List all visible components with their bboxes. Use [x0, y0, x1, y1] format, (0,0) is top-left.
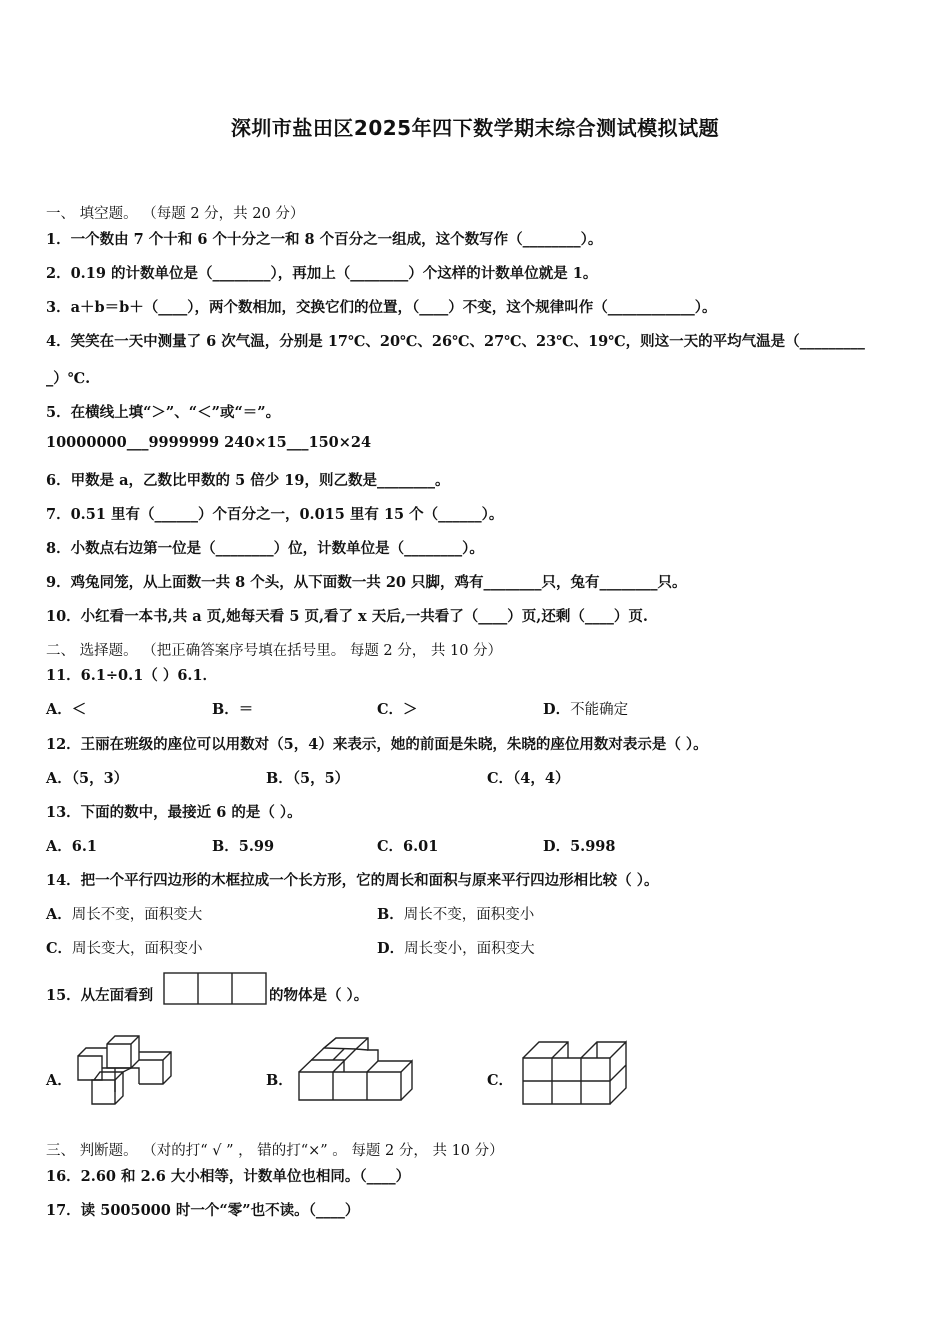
- q14-option-c-text: 周长变大，面积变小: [72, 941, 203, 957]
- q11-option-d-text: 不能确定: [570, 702, 629, 718]
- question-11: 11．6.1÷0.1（ ）6.1．: [46, 667, 218, 684]
- q15-option-c-figure: [520, 1040, 630, 1106]
- q13-option-a: A．6.1: [46, 838, 97, 855]
- q15-option-a-figure: [76, 1030, 176, 1106]
- question-6: 6．甲数是 a，乙数比甲数的 5 倍少 19，则乙数是________。: [46, 472, 450, 489]
- q15-option-a: A．: [46, 1072, 72, 1089]
- question-5: 5．在横线上填“＞”、“＜”或“＝”。: [46, 404, 281, 421]
- question-4-continued: _）℃.: [46, 370, 91, 387]
- q15-stem-post: 的物体是（ ）。: [269, 987, 369, 1004]
- question-7: 7．0.51 里有（______）个百分之一，0.015 里有 15 个（______）。: [46, 506, 504, 523]
- q11-option-d: [543, 698, 628, 719]
- question-4: 4．笑笑在一天中测量了 6 次气温，分别是 17℃、20℃、26℃、27℃、23℃、19℃，则这一天的平均气温是（_________: [46, 333, 865, 350]
- question-5-items: 10000000___9999999 240×15___150×24: [46, 434, 372, 451]
- page-title: 深圳市盐田区2025年四下数学期末综合测试模拟试题: [230, 116, 720, 140]
- q14-option-a: [46, 903, 202, 924]
- q14-option-b-text: 周长不变，面积变小: [403, 907, 535, 923]
- q14-option-d-label: D．: [377, 940, 405, 957]
- question-12: 12．王丽在班级的座位可以用数对（5，4）来表示，她的前面是朱晓，朱晓的座位用数对表示是（ ）。: [46, 736, 708, 753]
- q13-option-d: D．5.998: [543, 838, 616, 855]
- question-14: 14．把一个平行四边形的木框拉成一个长方形，它的周长和面积与原来平行四边形相比较（ ）。: [46, 872, 659, 889]
- q11-option-a: A．＜: [46, 701, 87, 718]
- q14-option-b: [377, 903, 534, 924]
- section1-header: 一、 填空题。 （每题 2 分，共 20 分）: [46, 206, 305, 222]
- question-13: 13．下面的数中，最接近 6 的是（ ）。: [46, 804, 302, 821]
- question-8: 8．小数点右边第一位是（________）位，计数单位是（________）。: [46, 540, 484, 557]
- q13-option-c: C．6.01: [377, 838, 439, 855]
- q15-option-b-figure: [296, 1036, 416, 1104]
- q11-option-d-label: D．: [543, 701, 571, 718]
- question-10: 10．小红看一本书,共 a 页,她每天看 5 页,看了 x 天后,一共看了（____）页,还剩（____）页.: [46, 608, 648, 625]
- q14-option-c-label: C．: [46, 940, 73, 957]
- question-2: 2．0.19 的计数单位是（________），再加上（________）个这样的计数单位就是 1。: [46, 265, 598, 282]
- question-16: 16．2.60 和 2.6 大小相等，计数单位也相同。（____）: [46, 1168, 411, 1185]
- q11-option-c: C．＞: [377, 701, 418, 718]
- q14-option-b-label: B．: [377, 906, 404, 923]
- q11-option-b: B．＝: [212, 701, 254, 718]
- q14-option-d-text: 周长变小，面积变大: [404, 941, 535, 957]
- q14-option-a-label: A．: [46, 906, 72, 923]
- q14-option-a-text: 周长不变，面积变大: [71, 907, 203, 923]
- q12-option-c: C．（4，4）: [487, 770, 570, 787]
- question-17: 17．读 5005000 时一个“零”也不读。（____）: [46, 1202, 360, 1219]
- q12-option-a: A．（5，3）: [46, 770, 129, 787]
- q12-option-b: B．（5，5）: [266, 770, 350, 787]
- q14-option-c: [46, 937, 203, 958]
- q15-option-b: B．: [266, 1072, 293, 1089]
- q15-option-c: C．: [487, 1072, 514, 1089]
- question-1: 1．一个数由 7 个十和 6 个十分之一和 8 个百分之一组成，这个数写作（________）。: [46, 231, 603, 248]
- q15-left-view-figure: [163, 972, 267, 1006]
- q14-option-d: [377, 937, 535, 958]
- q15-stem-pre: 15．从左面看到: [46, 987, 154, 1004]
- question-3: 3．a＋b＝b＋（____），两个数相加，交换它们的位置，（____）不变，这个规律叫作（____________）。: [46, 299, 717, 316]
- question-9: 9．鸡兔同笼，从上面数一共 8 个头，从下面数一共 20 只脚，鸡有________只，兔有________只。: [46, 574, 687, 591]
- section3-header: 三、 判断题。 （对的打“ √ ” ， 错的打“×” 。 每题 2 分， 共 10 分）: [46, 1143, 504, 1159]
- question-15: [46, 984, 153, 1005]
- section2-header: 二、 选择题。 （把正确答案序号填在括号里。 每题 2 分， 共 10 分）: [46, 643, 503, 659]
- q13-option-b: B．5.99: [212, 838, 275, 855]
